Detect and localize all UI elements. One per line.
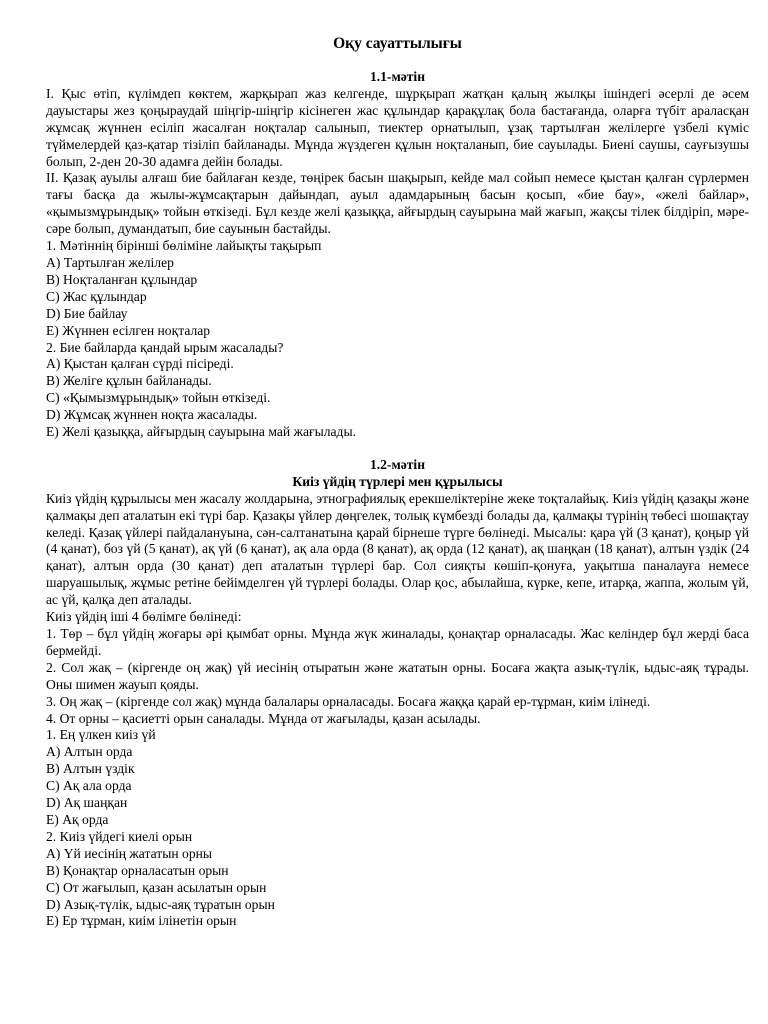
section-2-paragraph: Киіз үйдің құрылысы мен жасалу жолдарына, этнографиялық ерекшеліктеріне жеке тоқталайық. Киіз үйдің қазақы және қалмақы деп аталатын екі түрі бар. Қазақы үйлер дөңгелек, толық күмбезді болады да, қалмақы түрінің төбесі шошақтау келеді. Қазақ үйлері пайдалануына, сән-салтанатына қарай бірнеше түрге бөлінеді. Мысалы: қара үй (3 қанат), қоңыр үй (4 қанат), боз үй (5 қанат), ақ үй (6 қанат), ақ ала орда (8 қанат), ақ орда (12 қанат), ақ шаңқан (18 қанат), алтын үздік (24 қанат), алтын орда (30 қанат) деп аталатын түрлері бар. Сол сияқты көшіп-қонуға, уақытша паналауға немесе шаруашылық, жұмыс ретіне бейімделген үй түрлері болады. Олар қос, абылайша, күрке, кепе, итарқа, жаппа, жолым үй, ас үй, қалқа деп аталады.: [46, 490, 749, 608]
question-text: 2. Киіз үйдегі киелі орын: [46, 828, 193, 844]
page-title: Оқу сауаттылығы: [333, 35, 462, 52]
answer-option: D) Бие байлау: [46, 305, 128, 321]
section-2-subheading: Киіз үйдің түрлері мен құрылысы: [292, 473, 503, 489]
answer-option: В) Желіге құлын байланады.: [46, 373, 212, 389]
question-text: 1. Ең үлкен киіз үй: [46, 727, 156, 743]
answer-option: С) От жағылып, қазан асылатын орын: [46, 879, 267, 895]
section-1-paragraph: ІІ. Қазақ ауылы алғаш бие байлаған кезде, төңірек басын шақырып, кейде мал сойып немесе қыстан қалған сүрлермен тағы басқа да жылы-жұмсақтарын дайындап, ауыл адамдарының басын қосып, «бие бау», «желі байлар», «қымызмұрындық» тойын өткізеді. Бұл кезде желі қазыққа, айғырдың сауырына май жағып, жақсы тілек білдіріп, мәре-сәре болып, думандатып, бие сауынын бастайды.: [46, 170, 749, 237]
question-text: 2. Бие байларда қандай ырым жасалады?: [46, 339, 284, 355]
answer-option: С) Ақ ала орда: [46, 778, 132, 794]
section-1-paragraph: І. Қыс өтіп, күлімдеп көктем, жарқырап жаз келгенде, шұрқырап жатқан қалың жылқы ішіндегі әсерлі де әсем дауыстары жез қоңыраудай шіңгір-шіңгір кісінеген жас құлындар қарақұлақ бола бастағанда, оларға түбіт араласқан жұмсақ жүннен есіліп жасалған ноқталар салынып, тиектер орнатылып, ұзақ тартылған желілерге үзбелі күміс түймелердей қаз-қатар тізіліп байланады. Мұнда жүздеген құлын ноқталанып, бие сауылады. Биені саушы, сауғызушы болып, 2-ден 20-30 адамға дейін болады.: [46, 85, 749, 169]
answer-option: В) Қонақтар орналасатын орын: [46, 862, 229, 878]
section-2-heading: 1.2-мәтін: [369, 456, 426, 472]
answer-option: В) Ноқталанған құлындар: [46, 271, 198, 287]
answer-option: D) Ақ шаңқан: [46, 795, 128, 811]
answer-option: D) Жұмсақ жүннен ноқта жасалады.: [46, 407, 258, 423]
section-2-paragraph: 4. От орны – қасиетті орын саналады. Мұнда от жағылады, қазан асылады.: [46, 710, 481, 726]
answer-option: D) Азық-түлік, ыдыс-аяқ тұратын орын: [46, 896, 275, 912]
answer-option: С) Жас құлындар: [46, 288, 147, 304]
section-1-heading: 1.1-мәтін: [369, 69, 426, 84]
answer-option: В) Алтын үздік: [46, 761, 135, 777]
answer-option: А) Тартылған желілер: [46, 254, 174, 270]
answer-option: А) Қыстан қалған сүрді пісіреді.: [46, 356, 234, 372]
document-content: [46, 34, 749, 930]
answer-option: А) Алтын орда: [46, 744, 133, 760]
answer-option: Е) Желі қазыққа, айғырдың сауырына май жағылады.: [46, 424, 356, 440]
answer-option: Е) Жүннен есілген ноқталар: [46, 322, 211, 338]
section-2-paragraph: Киіз үйдің іші 4 бөлімге бөлінеді:: [46, 609, 242, 625]
answer-option: Е) Ақ орда: [46, 811, 109, 827]
answer-option: С) «Қымызмұрындық» тойын өткізеді.: [46, 390, 271, 406]
section-2-paragraph: 3. Оң жақ – (кіргенде сол жақ) мұнда балалары орналасады. Босаға жаққа қарай ер-тұрман, киім ілінеді.: [46, 693, 651, 709]
section-2-paragraph: 2. Сол жақ – (кіргенде оң жақ) үй иесінің отыратын және жататын орны. Босаға жақта азық-түлік, ыдыс-аяқ тұрады. Оны шимен жауып қояды.: [46, 659, 749, 692]
question-text: 1. Мәтіннің бірінші бөлiміне лайықты тақырып: [46, 238, 322, 254]
section-2-paragraph: 1. Төр – бұл үйдің жоғары әрі қымбат орны. Мұнда жүк жиналады, қонақтар орналасады. Жас келіндер бұл жерді баса бермейді.: [46, 626, 749, 658]
answer-option: А) Үй иесінің жататын орны: [46, 845, 213, 861]
answer-option: Е) Ер тұрман, киім ілінетін орын: [46, 913, 237, 929]
